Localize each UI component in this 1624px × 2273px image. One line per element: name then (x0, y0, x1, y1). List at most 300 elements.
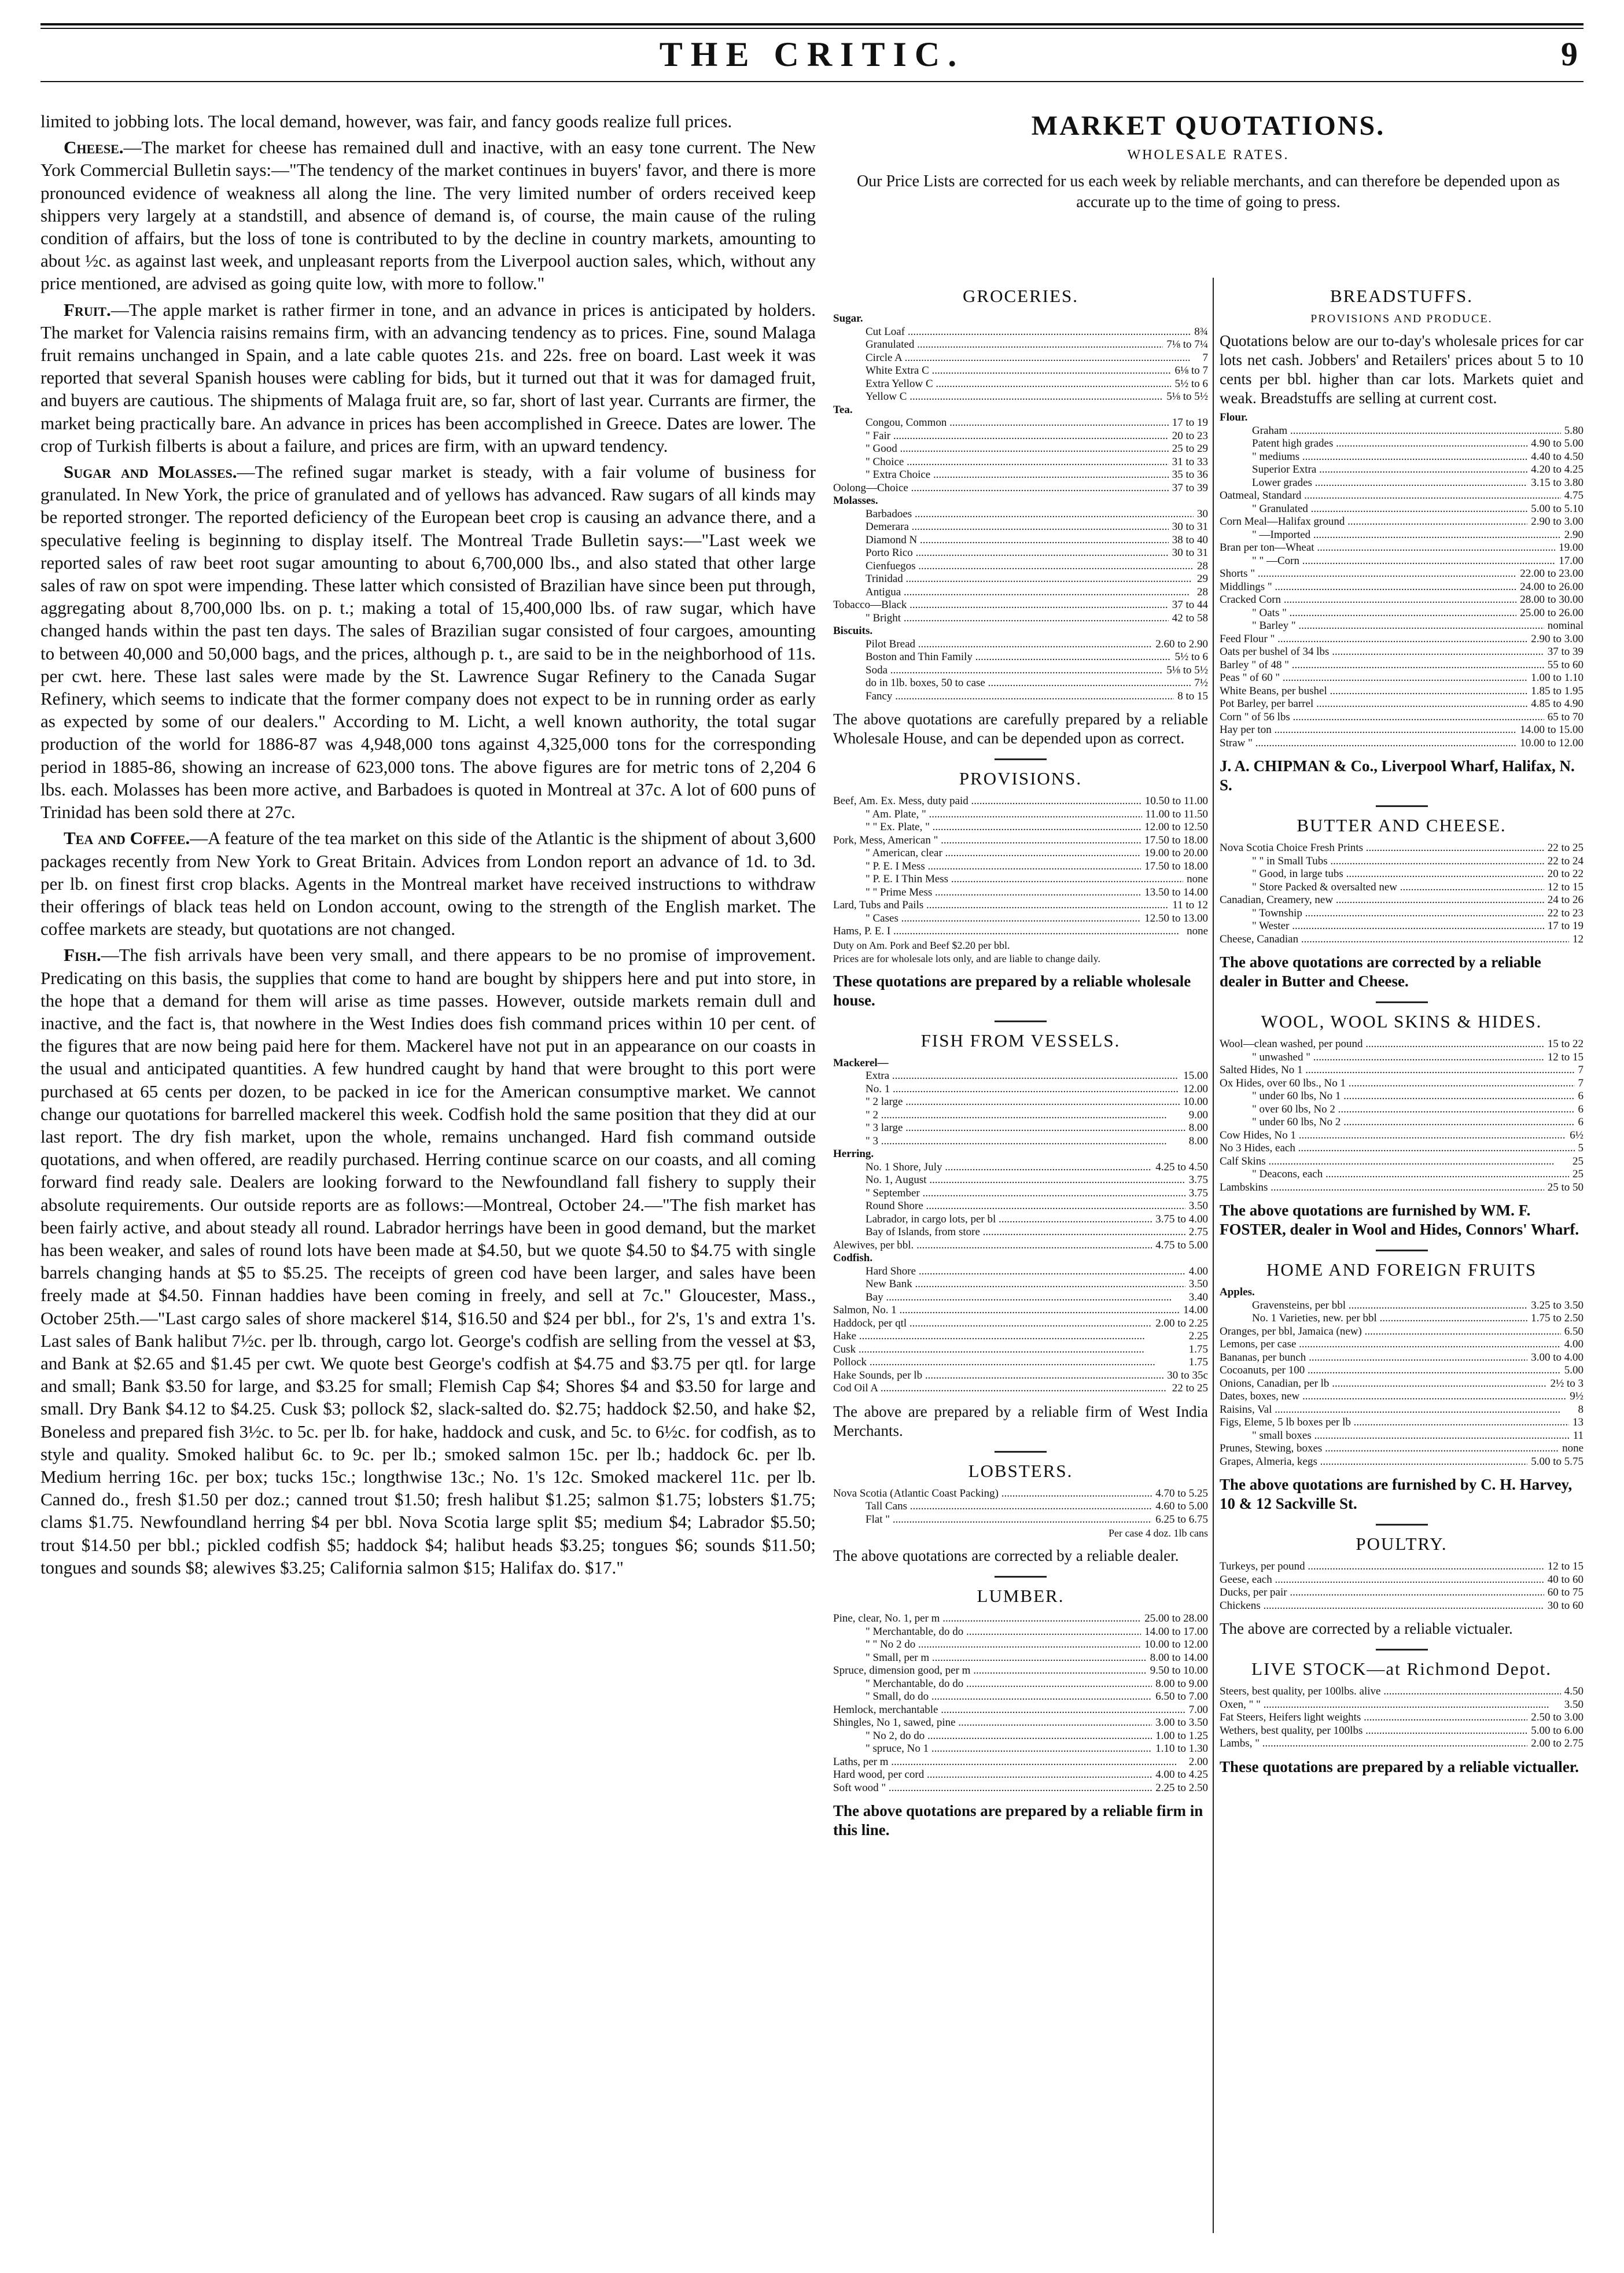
price-row (833, 364, 1208, 378)
price-row (1220, 1560, 1584, 1574)
price-item-value: 12.50 to 13.00 (1144, 912, 1208, 924)
price-item-value: 4.00 (1188, 1265, 1208, 1277)
price-item-label: Hake Sounds, per lb ..... (833, 1369, 1163, 1383)
price-row (833, 599, 1208, 612)
price-item-label: Round Shore ..... (833, 1200, 1185, 1213)
price-item-value: 20 to 23 (1172, 429, 1208, 442)
price-row (1220, 1142, 1584, 1155)
price-row (833, 1638, 1208, 1652)
wool-table (1220, 1038, 1584, 1194)
price-item-label: Granulated ..... (833, 338, 1163, 352)
price-item-value: 5.00 to 5.75 (1531, 1455, 1584, 1468)
price-item-label: " " —Corn ..... (1220, 555, 1555, 568)
price-item-label: Tobacco—Black ..... (833, 599, 1169, 612)
price-item-label: Straw " ..... (1220, 737, 1516, 750)
price-item-value: 25 (1573, 1155, 1584, 1167)
price-row (833, 1174, 1208, 1187)
price-item-value: 15.00 (1183, 1070, 1208, 1082)
section-divider (1376, 1524, 1428, 1526)
price-row (833, 1716, 1208, 1730)
price-item-label: Beef, Am. Ex. Mess, duty paid ..... (833, 795, 1141, 808)
price-row (1220, 1699, 1584, 1712)
price-item-value: 7½ (1194, 677, 1208, 689)
price-item-value (1205, 1148, 1208, 1161)
price-item-label: Extra Yellow C ..... (833, 378, 1171, 391)
price-item-label: Graham ..... (1220, 425, 1561, 438)
price-row (833, 1252, 1208, 1265)
price-row (1220, 411, 1584, 425)
price-item-label: Apples. (1220, 1286, 1255, 1298)
price-item-label: Prunes, Stewing, boxes ..... (1220, 1442, 1559, 1456)
price-item-value: 3.15 to 3.80 (1531, 476, 1584, 489)
price-row (833, 1690, 1208, 1704)
price-row (1220, 842, 1584, 855)
price-item-value: 9½ (1570, 1390, 1584, 1402)
lobsters-table (833, 1487, 1208, 1527)
price-item-label: Turkeys, per pound ..... (1220, 1560, 1544, 1574)
price-item-label: Calf Skins ..... (1220, 1155, 1569, 1169)
price-item-label: New Bank ..... (833, 1278, 1185, 1291)
price-row (833, 495, 1208, 508)
price-item-value: 1.00 to 1.25 (1155, 1729, 1208, 1742)
price-item-value: 3.00 to 4.00 (1531, 1351, 1584, 1364)
price-row (1220, 437, 1584, 451)
price-item-value: 9.50 to 10.00 (1150, 1664, 1208, 1677)
price-item-label: Labrador, in cargo lots, per bl ..... (833, 1213, 1152, 1226)
price-item-label: Ducks, per pair ..... (1220, 1586, 1544, 1600)
price-row (1220, 477, 1584, 490)
price-item-value: 25 to 50 (1547, 1181, 1584, 1193)
article-paragraph (40, 299, 816, 457)
price-row (1220, 1168, 1584, 1181)
price-row (833, 1291, 1208, 1305)
price-row (1220, 1351, 1584, 1365)
price-row (1220, 503, 1584, 516)
price-item-label: Laths, per m ..... (833, 1756, 1185, 1769)
price-item-value: 4.25 to 4.50 (1155, 1161, 1208, 1173)
price-item-label: Antigua ..... (833, 586, 1194, 599)
price-item-label: Oatmeal, Standard ..... (1220, 489, 1561, 503)
price-row (833, 677, 1208, 690)
market-quotations (833, 110, 1584, 2250)
fruits-title: HOME AND FOREIGN FRUITS (1266, 1259, 1537, 1280)
price-item-value: 28 (1197, 559, 1208, 572)
price-item-label: Demerara ..... (833, 521, 1169, 534)
price-row (833, 1612, 1208, 1626)
price-row (1220, 1390, 1584, 1403)
price-item-value: 3.75 (1188, 1187, 1208, 1199)
price-item-value: 1.10 to 1.30 (1155, 1742, 1208, 1755)
price-row (833, 690, 1208, 703)
price-item-value: 4.20 to 4.25 (1531, 463, 1584, 476)
price-item-value: 14.00 (1183, 1304, 1208, 1316)
price-item-label: Pork, Mess, American " ..... (833, 834, 1141, 848)
groceries-title: GROCERIES. (963, 286, 1078, 306)
price-item-value: 8 (1578, 1403, 1584, 1416)
price-item-value (1205, 625, 1208, 638)
price-item-label: Lemons, per case ..... (1220, 1338, 1561, 1351)
newspaper-page (40, 23, 1584, 2250)
price-row (833, 1356, 1208, 1369)
price-item-value: 17 to 19 (1172, 417, 1208, 429)
price-row (833, 456, 1208, 469)
price-item-label: Herring. (833, 1148, 874, 1160)
price-item-value: 5½ to 6 (1174, 377, 1208, 390)
price-item-value: 2.25 (1188, 1330, 1208, 1342)
price-item-label: Hard wood, per cord ..... (833, 1769, 1152, 1782)
price-row (1220, 685, 1584, 698)
price-item-value: 37 to 39 (1547, 646, 1584, 658)
price-item-label: No 3 Hides, each ..... (1220, 1142, 1575, 1155)
price-row (833, 808, 1208, 821)
price-item-label: Fat Steers, Heifers light weights ..... (1220, 1711, 1527, 1725)
price-row (833, 886, 1208, 900)
section-divider (1376, 805, 1428, 807)
price-item-value: 8.00 to 9.00 (1155, 1677, 1208, 1690)
price-row (1220, 425, 1584, 438)
price-item-value: 12 to 15 (1547, 881, 1584, 893)
price-item-label: " Bright ..... (833, 612, 1169, 625)
price-item-value: 60 to 75 (1547, 1586, 1584, 1598)
price-row (1220, 607, 1584, 620)
price-item-value: 12 to 15 (1547, 1051, 1584, 1063)
price-item-value (1205, 495, 1208, 508)
price-row (1220, 1038, 1584, 1051)
price-item-label: Corn Meal—Halifax ground ..... (1220, 515, 1527, 529)
price-row (1220, 1077, 1584, 1091)
price-row (1220, 907, 1584, 920)
price-item-value: 40 to 60 (1547, 1573, 1584, 1586)
section-divider (995, 1576, 1047, 1578)
price-row (833, 352, 1208, 365)
price-item-value: 7⅛ to 7¼ (1166, 338, 1208, 351)
price-item-label: " Choice ..... (833, 456, 1169, 469)
price-item-value: 7 (1578, 1064, 1584, 1076)
price-item-value: 7 (1578, 1077, 1584, 1089)
price-row (833, 612, 1208, 625)
price-row (1220, 463, 1584, 477)
price-item-value: 30 (1197, 507, 1208, 520)
price-item-value: 37 to 44 (1172, 599, 1208, 611)
price-row (833, 1330, 1208, 1343)
price-row (833, 534, 1208, 547)
price-item-value: 6 (1578, 1090, 1584, 1102)
price-item-label: Hake ..... (833, 1330, 1185, 1343)
price-item-label: Barbadoes ..... (833, 508, 1194, 521)
price-item-value: 5.00 to 6.00 (1531, 1724, 1584, 1737)
price-row (1220, 1338, 1584, 1351)
article-paragraph (40, 827, 816, 940)
price-row (1220, 672, 1584, 685)
poultry-title: POULTRY. (1356, 1534, 1448, 1554)
price-row (833, 560, 1208, 573)
price-row (833, 834, 1208, 848)
price-row (833, 1148, 1208, 1161)
price-item-value: nominal (1547, 620, 1584, 632)
price-row (1220, 489, 1584, 503)
price-item-label: " " in Small Tubs ..... (1220, 855, 1544, 868)
price-row (833, 638, 1208, 651)
price-item-value: 8.00 (1188, 1122, 1208, 1134)
price-item-value: 12.00 to 12.50 (1144, 821, 1208, 833)
price-item-label: Shingles, No 1, sawed, pine ..... (833, 1716, 1152, 1730)
price-item-label: " American, clear ..... (833, 847, 1141, 860)
price-item-value: 6 (1578, 1103, 1584, 1115)
groceries-table (833, 312, 1208, 703)
price-item-label: " Barley " ..... (1220, 620, 1544, 633)
price-item-label: Fancy ..... (833, 690, 1174, 703)
price-row (1220, 1064, 1584, 1077)
price-item-value (1205, 1057, 1208, 1070)
price-item-label: Oolong—Choice ..... (833, 482, 1169, 495)
price-row (833, 1213, 1208, 1226)
article-paragraph (40, 136, 816, 294)
price-row (1220, 1286, 1584, 1299)
price-item-value: 4.75 to 5.00 (1155, 1239, 1208, 1251)
price-item-label: Hams, P. E. I ..... (833, 925, 1183, 938)
price-item-value: 25 to 29 (1172, 443, 1208, 455)
price-item-label: Bay ..... (833, 1291, 1185, 1305)
poultry-table (1220, 1560, 1584, 1612)
column-divider (1213, 278, 1214, 2233)
price-item-value: 4.40 to 4.50 (1531, 450, 1584, 463)
price-row (833, 1109, 1208, 1122)
article-paragraph (40, 110, 816, 132)
price-item-value: 17.00 (1559, 554, 1584, 567)
price-item-label: Circle A ..... (833, 352, 1199, 365)
price-row (1220, 1116, 1584, 1129)
market-note: Our Price Lists are corrected for us each week by reliable merchants, and can therefore be depended upon as accurate up to the time of going to press. (856, 172, 1560, 211)
price-item-value: 2.60 to 2.90 (1155, 638, 1208, 650)
price-item-value: 20 to 22 (1547, 868, 1584, 880)
price-item-label: " Wester ..... (1220, 920, 1544, 933)
price-item-label: Shorts " ..... (1220, 568, 1516, 581)
price-item-value: 6.50 to 7.00 (1155, 1690, 1208, 1703)
price-row (833, 1265, 1208, 1279)
price-item-label: Oats per bushel of 34 lbs ..... (1220, 646, 1544, 659)
price-item-label: Gravensteins, per bbl ..... (1220, 1299, 1527, 1313)
price-item-value: 31 to 33 (1172, 455, 1208, 468)
price-item-value: 4.60 to 5.00 (1155, 1500, 1208, 1512)
price-row (1220, 698, 1584, 711)
price-item-value (1205, 312, 1208, 326)
price-item-label: Pollock ..... (833, 1356, 1185, 1369)
price-item-value: 29 (1197, 573, 1208, 585)
price-item-value: 14.00 to 17.00 (1144, 1625, 1208, 1638)
wool-note: The above quotations are furnished by WM. F. FOSTER, dealer in Wool and Hides, Connors' Wharf. (1220, 1202, 1579, 1238)
price-item-value: 17.50 to 18.00 (1144, 860, 1208, 872)
price-item-label: Extra ..... (833, 1070, 1180, 1083)
price-item-label: Lambskins ..... (1220, 1181, 1544, 1195)
price-item-value: 4.00 (1564, 1338, 1584, 1350)
fruits-note: The above quotations are furnished by C. H. Harvey, 10 & 12 Sackville St. (1220, 1476, 1573, 1512)
price-item-label: Wool—clean washed, per pound ..... (1220, 1038, 1544, 1051)
price-item-label: No. 1, August ..... (833, 1174, 1185, 1187)
paragraph-head: Tea and Coffee. (64, 828, 190, 849)
price-item-value: none (1187, 873, 1208, 885)
price-item-value: 1.85 to 1.95 (1531, 684, 1584, 697)
price-item-value: 8.00 to 14.00 (1150, 1651, 1208, 1664)
price-item-value: 11 (1573, 1429, 1584, 1442)
price-item-value: 14.00 to 15.00 (1520, 724, 1584, 736)
price-row (833, 469, 1208, 482)
price-item-value: 17 to 19 (1547, 920, 1584, 932)
price-item-value (1580, 1286, 1584, 1299)
price-item-value: 55 to 60 (1547, 658, 1584, 671)
price-item-value: 17.50 to 18.00 (1144, 834, 1208, 846)
price-item-label: " unwashed " ..... (1220, 1051, 1544, 1064)
price-item-value: 25 (1573, 1168, 1584, 1180)
price-row (1220, 620, 1584, 633)
price-row (833, 312, 1208, 326)
price-row (833, 1057, 1208, 1070)
price-item-label: Cheese, Canadian ..... (1220, 933, 1569, 946)
price-item-label: Chickens ..... (1220, 1600, 1544, 1613)
price-item-value: 10.00 to 12.00 (1144, 1638, 1208, 1651)
price-row (833, 821, 1208, 834)
price-item-label: " Good, in large tubs ..... (1220, 868, 1544, 881)
price-row (833, 625, 1208, 638)
price-item-value: 30 to 31 (1172, 547, 1208, 559)
price-item-value: 8¾ (1194, 325, 1208, 338)
price-item-label: Canadian, Creamery, new ..... (1220, 894, 1544, 907)
price-row (1220, 1725, 1584, 1738)
price-item-label: " Am. Plate, " ..... (833, 808, 1142, 821)
price-item-label: Tea. (833, 403, 853, 416)
price-item-label: Bananas, per bunch ..... (1220, 1351, 1527, 1365)
price-item-label: " 3 ..... (833, 1135, 1185, 1148)
lumber-table (833, 1612, 1208, 1795)
price-item-label: Nova Scotia (Atlantic Coast Packing) ..... (833, 1487, 1152, 1501)
price-item-label: Raisins, Val ..... (1220, 1403, 1575, 1417)
price-item-label: Trinidad ..... (833, 573, 1194, 586)
price-item-value: 4.70 to 5.25 (1155, 1487, 1208, 1500)
price-row (1220, 529, 1584, 542)
price-item-value: 3.00 to 3.50 (1155, 1716, 1208, 1729)
price-item-value: 2.25 to 2.50 (1155, 1781, 1208, 1794)
price-item-label: Cienfuegos ..... (833, 560, 1194, 573)
price-row (833, 391, 1208, 404)
price-item-label: " P. E. I Mess ..... (833, 860, 1141, 874)
price-row (833, 873, 1208, 886)
price-row (833, 1226, 1208, 1239)
price-row (1220, 1129, 1584, 1143)
price-row (833, 925, 1208, 938)
price-row (833, 1343, 1208, 1357)
paragraph-text: —The market for cheese has remained dull and inactive, with an easy tone current. The New York Commercial Bulletin says:—"The tendency of the market continues in buyers' favor, and there is more pronounced evidence of weakness all along the line. The very limited number of orders received keep shippers very largely at a standstill, and absence of demand is, of course, the main cause of the ruling condition of affairs, but the loss of tone is contributed to by the decline in country markets, amounting to about ½c. as against last week, and unpleasant reports from the Liverpool auction sales, which, without any price mentioned, are advised as going quite low, with more to follow." (40, 137, 816, 294)
price-item-value: 10.50 to 11.00 (1144, 795, 1208, 807)
price-item-value: 19.00 to 20.00 (1144, 847, 1208, 859)
price-item-label: do in 1lb. boxes, 50 to case ..... (833, 677, 1191, 690)
price-row (833, 1652, 1208, 1665)
price-item-label: " under 60 lbs, No 2 ..... (1220, 1116, 1575, 1129)
price-row (833, 521, 1208, 534)
price-row (833, 1704, 1208, 1717)
price-item-value: none (1187, 925, 1208, 937)
price-item-value: 6½ (1570, 1129, 1584, 1141)
paragraph-head: Sugar and Molasses. (64, 462, 237, 482)
price-item-value: 2.00 (1188, 1755, 1208, 1768)
price-row (1220, 1377, 1584, 1391)
price-item-value: 15 to 22 (1547, 1038, 1584, 1050)
price-row (833, 847, 1208, 860)
market-report-article (40, 110, 816, 2250)
price-item-label: " over 60 lbs, No 2 ..... (1220, 1103, 1575, 1117)
price-row (833, 508, 1208, 521)
price-row (1220, 515, 1584, 529)
price-row (833, 1122, 1208, 1135)
lobsters-case: Per case 4 doz. 1lb cans (1109, 1527, 1208, 1539)
price-item-value: 2.90 to 3.00 (1531, 632, 1584, 645)
price-item-value: 3.50 (1564, 1698, 1584, 1711)
quotations-column-right (1220, 278, 1584, 2245)
wool-title: WOOL, WOOL SKINS & HIDES. (1261, 1011, 1542, 1031)
provisions-table (833, 795, 1208, 938)
price-row (833, 1187, 1208, 1200)
price-item-value: 11 to 12 (1172, 899, 1208, 911)
price-item-label: Mackerel— (833, 1056, 889, 1069)
price-row (833, 1382, 1208, 1395)
price-row (1220, 711, 1584, 724)
price-row (1220, 1586, 1584, 1600)
price-row (833, 1369, 1208, 1383)
price-item-value: 2.90 to 3.00 (1531, 515, 1584, 528)
price-item-label: " Store Packed & oversalted new ..... (1220, 881, 1544, 894)
price-item-label: Geese, each ..... (1220, 1574, 1544, 1587)
price-item-label: " September ..... (833, 1187, 1185, 1200)
price-item-label: Porto Rico ..... (833, 547, 1169, 560)
provisions-duty: Duty on Am. Pork and Beef $2.20 per bbl. (833, 939, 1010, 951)
price-row (1220, 1181, 1584, 1195)
livestock-table (1220, 1685, 1584, 1751)
price-row (1220, 581, 1584, 594)
lobsters-title: LOBSTERS. (968, 1460, 1073, 1481)
price-item-value: 42 to 58 (1172, 611, 1208, 624)
price-row (833, 860, 1208, 874)
lumber-note: The above quotations are prepared by a reliable firm in this line. (833, 1802, 1203, 1839)
price-item-label: Cow Hides, No 1 ..... (1220, 1129, 1566, 1143)
price-item-value: 5.00 (1564, 1364, 1584, 1376)
price-item-label: Lambs, " ..... (1220, 1737, 1527, 1751)
price-item-label: Pilot Bread ..... (833, 638, 1152, 651)
poultry-note: The above are corrected by a reliable victualer. (1220, 1620, 1513, 1637)
price-row (1220, 1325, 1584, 1339)
breadstuffs-table (1220, 411, 1584, 750)
price-item-label: Codfish. (833, 1252, 873, 1264)
price-row (833, 1304, 1208, 1317)
price-item-label: " " Ex. Plate, " ..... (833, 821, 1141, 834)
fruits-table (1220, 1286, 1584, 1468)
price-item-value (1205, 404, 1208, 417)
page-header (40, 23, 1584, 87)
price-item-value: 6.50 (1564, 1325, 1584, 1338)
price-item-value: 6.25 to 6.75 (1155, 1513, 1208, 1526)
price-row (833, 586, 1208, 599)
paragraph-head: Fruit. (64, 299, 111, 320)
price-item-label: Alewives, per bbl. ..... (833, 1239, 1152, 1252)
butter-note: The above quotations are corrected by a reliable dealer in Butter and Cheese. (1220, 953, 1541, 990)
price-row (1220, 451, 1584, 464)
price-item-value: 6⅛ to 7 (1174, 364, 1208, 377)
price-item-label: " Oats " ..... (1220, 607, 1516, 620)
price-item-value: 5.00 to 5.10 (1531, 502, 1584, 515)
price-row (833, 417, 1208, 430)
price-item-value: 2.90 (1564, 528, 1584, 541)
price-item-value: 30 to 60 (1547, 1599, 1584, 1612)
price-item-label: Bran per ton—Wheat ..... (1220, 541, 1555, 555)
price-item-value: 4.85 to 4.90 (1531, 698, 1584, 710)
price-row (1220, 1600, 1584, 1613)
